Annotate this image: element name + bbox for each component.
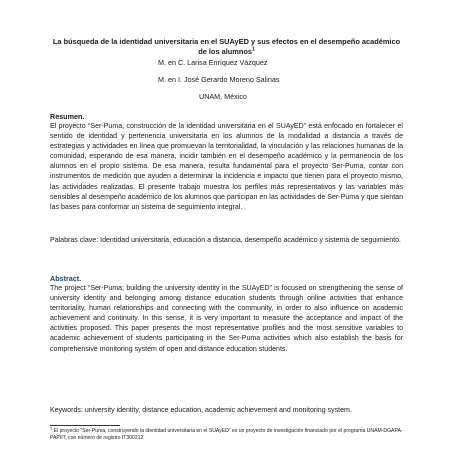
author-1: M. en C. Larisa Enríquez Vázquez — [158, 58, 268, 67]
resumen-heading: Resumen. — [50, 112, 85, 121]
resumen-paragraph: El proyecto “Ser-Puma, construcción de la identidad universitaria en el SUAyED” está enfocado en fortalecer el sentido de identidad y pertenencia universitaria en los alumnos de la modalidad a distancia a través de estrategias y actividades en línea que promuevan la territorialidad, la vinculación y las relaciones humanas de la comunidad, esperando de esa manera, incidir también en el desempeño académico y la permanencia de los alumnos en el propio sistema. De esa manera, resulta fundamental para el proyecto Ser-Puma, contar con instrumentos de medición que ayuden a determinar la incidencia e impacto que tienen para el proyecto mismo, las actividades realizadas. El presente trabajo muestra los perfiles más representativos y las variables más sensibles al desempeño académico de los alumnos que participan en las actividades de Ser-Puma y que sientan las bases para conformar un sistema de seguimiento integral. — [50, 123, 403, 211]
abstract-heading: Abstract. — [50, 274, 82, 283]
keywords: Keywords: university identity, distance education, academic achievement and monitoring system. — [50, 407, 352, 414]
palabras-clave: Palabras clave: Identidad universitaria, educación a distancia, desempeño académico y sistema de seguimiento. — [50, 237, 401, 244]
abstract-paragraph: The project “Ser-Puma; building the university identity in the SUAyED” is focused on strengthening the sense of university identity and belonging among distance education students through online activities that enhance territoriality, human relationships and connecting with the community, in order to also influence on academic achievement and continuity. In this sense, it is very important to measure the acceptance and impact of the activities proposed. This paper presents the most representative profiles and the most sensitive variables to academic achievement of students participating in the Ser-Puma activities which also establish the basis for comprehensive monitoring system of open and distance education students. — [50, 285, 403, 353]
title-footnote-mark: 1 — [252, 46, 255, 53]
paper-title-text: La búsqueda de la identidad universitaria en el SUAyED y sus efectos en el desempeño académico de los alumnos — [52, 37, 401, 56]
footnote-mark: 1 — [50, 425, 53, 431]
affiliation: UNAM, México — [199, 92, 247, 101]
footnote-divider — [50, 425, 120, 426]
footnote — [50, 425, 403, 442]
author-2: M. en I. José Gerardo Moreno Salinas — [158, 75, 280, 84]
footnote-text: El proyecto “Ser-Puma, construyendo la identidad universitaria en el SUAyED” es un proyecto de investigación financiado por el programa UNAM-DGAPA-PAPIIT, con número de registro IT300212 — [50, 428, 403, 441]
paper-title — [50, 37, 403, 57]
